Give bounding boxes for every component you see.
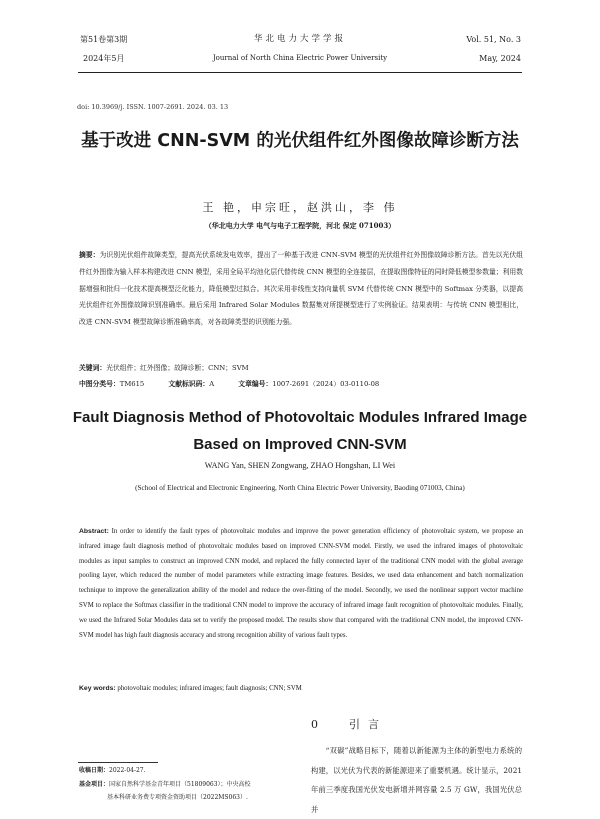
section-heading <box>311 716 387 732</box>
title-en: Fault Diagnosis Method of Photovoltaic Modules Infrared Image Based on Improved CNN-SVM <box>72 409 528 453</box>
keywords-en-label: Key words: <box>79 685 116 692</box>
title-cn: 基于改进 CNN-SVM 的光伏组件红外图像故障诊断方法 <box>81 131 519 151</box>
abstract-cn <box>79 247 523 331</box>
fund-info <box>79 778 299 792</box>
affiliation-cn: （华北电力大学 电气与电子工程学院，河北 保定 071003） <box>204 221 396 230</box>
clc-field <box>79 380 144 388</box>
authors-en: WANG Yan, SHEN Zongwang, ZHAO Hongshan, LI Wei <box>204 461 396 470</box>
keywords-en <box>79 685 523 692</box>
volume-en: Vol. 51, No. 3 <box>466 35 521 44</box>
authors-cn: 王 艳，申宗旺，赵洪山，李 伟 <box>202 201 398 214</box>
date-cn: 2024年5月 <box>83 54 125 63</box>
article-number-value: 1007-2691（2024）03-0110-08 <box>272 380 380 388</box>
abstract-en-label: Abstract: <box>79 528 109 535</box>
fund-line-2: 基本科研业务费专项资金资助项目（2022MS063）. <box>107 794 248 801</box>
article-number-field <box>238 380 379 388</box>
fund-line-1: 国家自然科学基金青年项目（51809063）；中央高校 <box>109 780 251 788</box>
keywords-en-text: photovoltaic modules; infrared images; fault diagnosis; CNN; SVM <box>117 685 302 692</box>
received-label: 收稿日期： <box>79 767 110 774</box>
section-title: 引言 <box>349 718 387 731</box>
section-number: 0 <box>311 718 326 731</box>
classification-line <box>79 376 523 392</box>
fund-label: 基金项目： <box>79 780 110 788</box>
keywords-cn-text: 光伏组件；红外图像；故障诊断；CNN；SVM <box>106 364 249 372</box>
date-en: May, 2024 <box>479 54 521 63</box>
header-rule <box>78 72 522 73</box>
doc-code-label: 文献标识码： <box>168 380 210 388</box>
doc-code-value: A <box>209 380 215 388</box>
keywords-cn-label: 关键词： <box>79 364 107 372</box>
article-number-label: 文章编号： <box>238 380 273 388</box>
abstract-en-text: In order to identify the fault types of photovoltaic modules and improve the power generation efficiency of photovoltaic system, we propose an infrared image fault diagnosis method of photovoltaic modules based on improved CNN-SVM model. Firstly, we used the infrared images of photovoltaic modules as input samples to construct an improved CNN model, and replaced the fully connected layer of the traditional CNN model with the global average pooling layer, which reduced the number of model parameters while extracting image features. Besides, we used data enhancement and batch normalization technique to improve the generalization ability of the model and reduce the over-fitting of the model. Secondly, we used the nonlinear support vector machine SVM to replace the Softmax classifier in the traditional CNN model to improve the accuracy of infrared image fault recognition of photovoltaic modules. Finally, we used the Infrared Solar Modules data set to verify the proposed model. The results show that compared with the traditional CNN model, the improved CNN-SVM model has high fault diagnosis accuracy and strong recognition ability of various fault types. <box>79 528 523 639</box>
header-right <box>466 30 521 68</box>
journal-name-cn: 华北电力大学学报 <box>253 34 346 44</box>
header-left <box>80 30 127 68</box>
abstract-en <box>79 525 523 643</box>
footnotes <box>79 764 299 805</box>
intro-paragraph: “双碳”战略目标下，随着以新能源为主体的新型电力系统的构建，以光伏为代表的新能源迎来了重要机遇。统计显示，2021 年前三季度我国光伏发电新增并网容量 2.5 万 GW，我国光伏总并 <box>311 746 522 814</box>
footnote-rule <box>78 762 158 763</box>
header-journal <box>150 30 450 68</box>
received-value: 2022-04-27. <box>109 767 146 774</box>
doi: doi: 10.3969/j. ISSN. 1007-2691. 2024. 03. 13 <box>77 103 229 111</box>
received-date <box>79 764 299 778</box>
clc-value: TM615 <box>119 380 145 388</box>
abstract-cn-label: 摘要： <box>79 251 100 259</box>
keywords-cn <box>79 360 523 376</box>
doc-code-field <box>168 380 214 388</box>
volume-cn: 第51卷第3期 <box>80 35 128 44</box>
affiliation-en: (School of Electrical and Electronic Engineering, North China Electric Power University, Baoding 071003, China) <box>135 484 465 492</box>
clc-label: 中图分类号： <box>79 380 120 388</box>
abstract-cn-text: 为识别光伏组件故障类型，提高光伏系统发电效率，提出了一种基于改进 CNN-SVM 模型的光伏组件红外图像故障诊断方法。首先以光伏组件红外图像为输入样本构建改进 CNN 模型，采用全局平均池化层代替传统 CNN 模型的全连接层，在提取图像特征的同时降低模型参数量；利用数据增强和批归一化技术提高模型泛化能力，降低模型过拟合。其次采用非线性支持向量机 SVM 代替传统 CNN 模型中的 Softmax 分类器，以提高光伏组件红外图像故障识别准确率。最后采用 Infrared Solar Modules 数据集对所提模型进行了实例验证。结果表明：与传统 CNN 模型相比，改进 CNN-SVM 模型故障诊断准确率高，对各故障类型的识别能力强。 <box>79 251 523 327</box>
journal-name-en: Journal of North China Electric Power University <box>212 54 388 62</box>
